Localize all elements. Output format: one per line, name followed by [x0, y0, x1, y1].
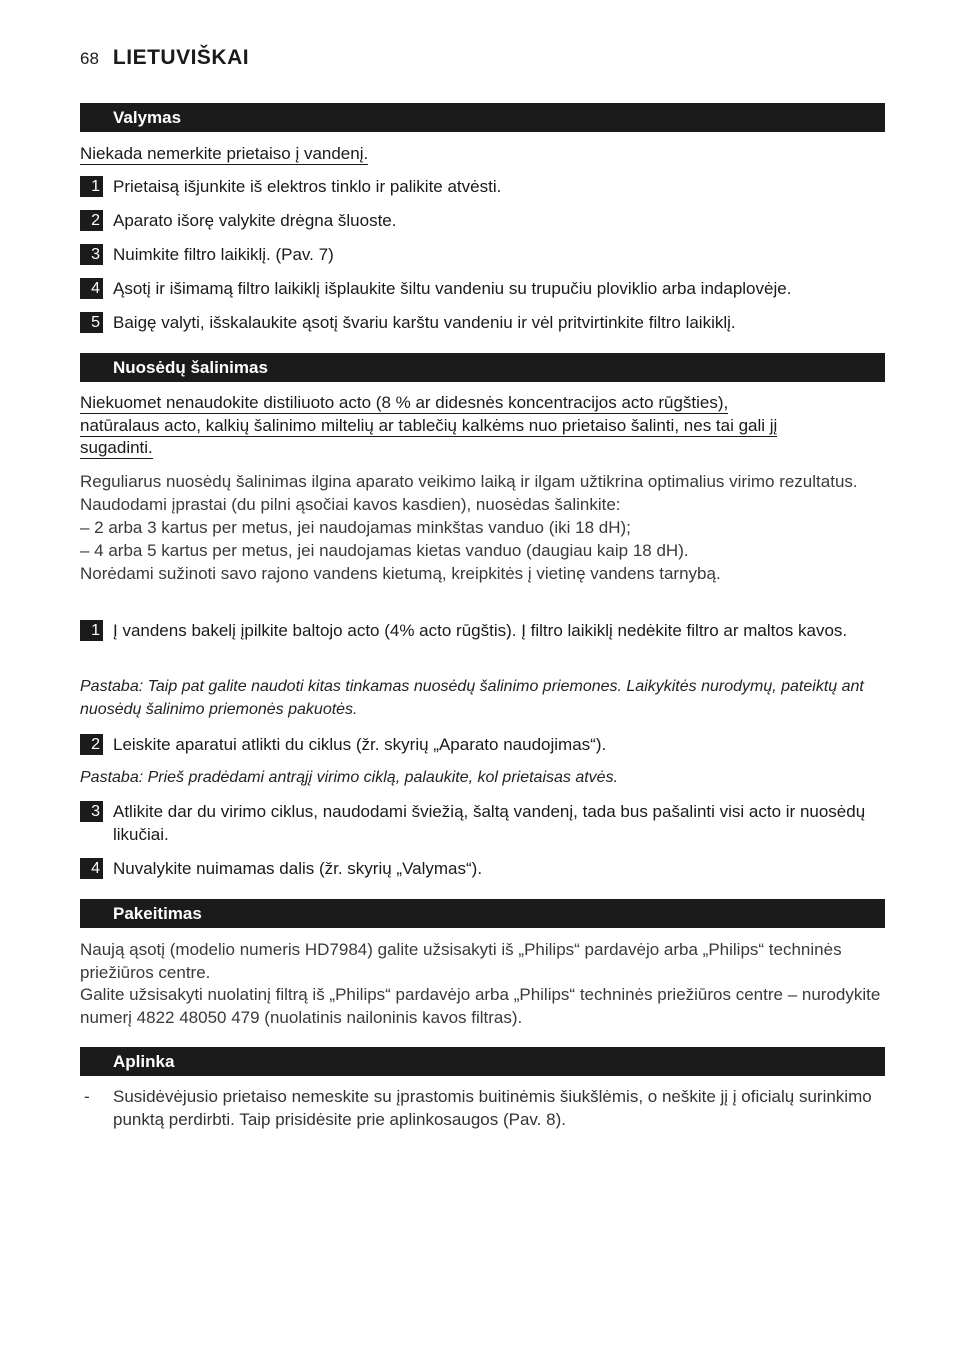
bullet-text: Susidėvėjusio prietaiso nemeskite su įprastomis buitinėmis šiukšlėmis, o neškite jį į oficialų surinkimo punktą perdirbti. Taip prisidėsite prie aplinkosaugos (Pav. 8). — [113, 1087, 872, 1129]
step-text: Atlikite dar du virimo ciklus, naudodami šviežią, šaltą vandenį, tada bus pašalinti visi acto ir nuosėdų likučiai. — [113, 802, 866, 844]
paragraph: Galite užsisakyti nuolatinį filtrą iš „Philips“ pardavėjo arba „Philips“ techninės priežiūros centre – nurodykite numerį 4822 48050 479 (nuolatinis nailoninis kavos filtras). — [80, 985, 881, 1027]
note: Pastaba: Taip pat galite naudoti kitas tinkamas nuosėdų šalinimo priemones. Laikykitės nurodymų, pateiktų ant nuosėdų šalinimo priemonės pakuotės. — [80, 678, 864, 718]
step-text: Nuimkite filtro laikiklį. (Pav. 7) — [113, 245, 334, 264]
intro-line: Reguliarus nuosėdų šalinimas ilgina aparato veikimo laiką ir ilgam užtikrina optimalius virimo rezultatus. — [80, 472, 858, 491]
step-number: 3 — [80, 244, 103, 265]
bullet-marker: - — [84, 1087, 90, 1106]
step-text: Leiskite aparatui atlikti du ciklus (žr. skyrių „Aparato naudojimas“). — [113, 735, 607, 754]
warning-line: sugadinti. — [80, 438, 153, 457]
intro-line: – 4 arba 5 kartus per metus, jei naudojamas kietas vanduo (daugiau kaip 18 dH). — [80, 541, 689, 560]
step-item — [80, 311, 885, 334]
intro-paragraph — [80, 470, 885, 585]
section-header-nuosedu-salinimas: Nuosėdų šalinimas — [80, 353, 885, 382]
step-item — [80, 857, 885, 880]
page-header — [80, 46, 249, 76]
step-number: 4 — [80, 278, 103, 299]
step-item — [80, 209, 885, 232]
page-number: 68 — [80, 49, 99, 68]
paragraph: Naują ąsotį (modelio numeris HD7984) galite užsisakyti iš „Philips“ pardavėjo arba „Philips“ techninės priežiūros centre. — [80, 940, 842, 982]
step-item — [80, 277, 885, 300]
note: Pastaba: Prieš pradėdami antrąjį virimo ciklą, palaukite, kol prietaisas atvės. — [80, 769, 619, 786]
warning-line: natūralaus acto, kalkių šalinimo miltelių ar tablečių kalkėms nuo prietaiso šalinti, nes tai gali jį — [80, 416, 778, 435]
step-number: 2 — [80, 734, 103, 755]
step-text: Į vandens bakelį įpilkite baltojo acto (4% acto rūgštis). Į filtro laikiklį nedėkite filtro ar maltos kavos. — [113, 621, 848, 640]
intro-line: Norėdami sužinoti savo rajono vandens kietumą, kreipkitės į vietinę vandens tarnybą. — [80, 564, 721, 583]
step-number: 2 — [80, 210, 103, 231]
section-header-aplinka: Aplinka — [80, 1047, 885, 1076]
intro-line: – 2 arba 3 kartus per metus, jei naudojamas minkštas vanduo (iki 18 dH); — [80, 518, 631, 537]
step-number: 4 — [80, 858, 103, 879]
step-item — [80, 175, 885, 198]
bullet-item — [80, 1085, 885, 1131]
step-text: Baigę valyti, išskalaukite ąsotį švariu karštu vandeniu ir vėl pritvirtinkite filtro laikiklį. — [113, 313, 736, 332]
step-text: Nuvalykite nuimamas dalis (žr. skyrių „Valymas“). — [113, 859, 483, 878]
step-item — [80, 800, 885, 846]
intro-line: Naudodami įprastai (du pilni ąsočiai kavos kasdien), nuosėdas šalinkite: — [80, 495, 621, 514]
step-item — [80, 619, 885, 642]
step-text: Ąsotį ir išimamą filtro laikiklį išplaukite šiltu vandeniu su trupučiu ploviklio arba indaplovėje. — [113, 279, 792, 298]
warning-line: Niekuomet nenaudokite distiliuoto acto (8 % ar didesnės koncentracijos acto rūgšties), — [80, 393, 729, 412]
step-item — [80, 243, 885, 266]
section-header-valymas: Valymas — [80, 103, 885, 132]
step-text: Aparato išorę valykite drėgna šluoste. — [113, 211, 397, 230]
step-number: 5 — [80, 312, 103, 333]
warning-valymas: Niekada nemerkite prietaiso į vandenį. — [80, 144, 369, 163]
step-number: 1 — [80, 620, 103, 641]
step-number: 1 — [80, 176, 103, 197]
step-item — [80, 733, 885, 756]
section-header-pakeitimas: Pakeitimas — [80, 899, 885, 928]
step-number: 3 — [80, 801, 103, 822]
language-title: LIETUVIŠKAI — [112, 46, 250, 69]
step-text: Prietaisą išjunkite iš elektros tinklo ir palikite atvėsti. — [113, 177, 502, 196]
